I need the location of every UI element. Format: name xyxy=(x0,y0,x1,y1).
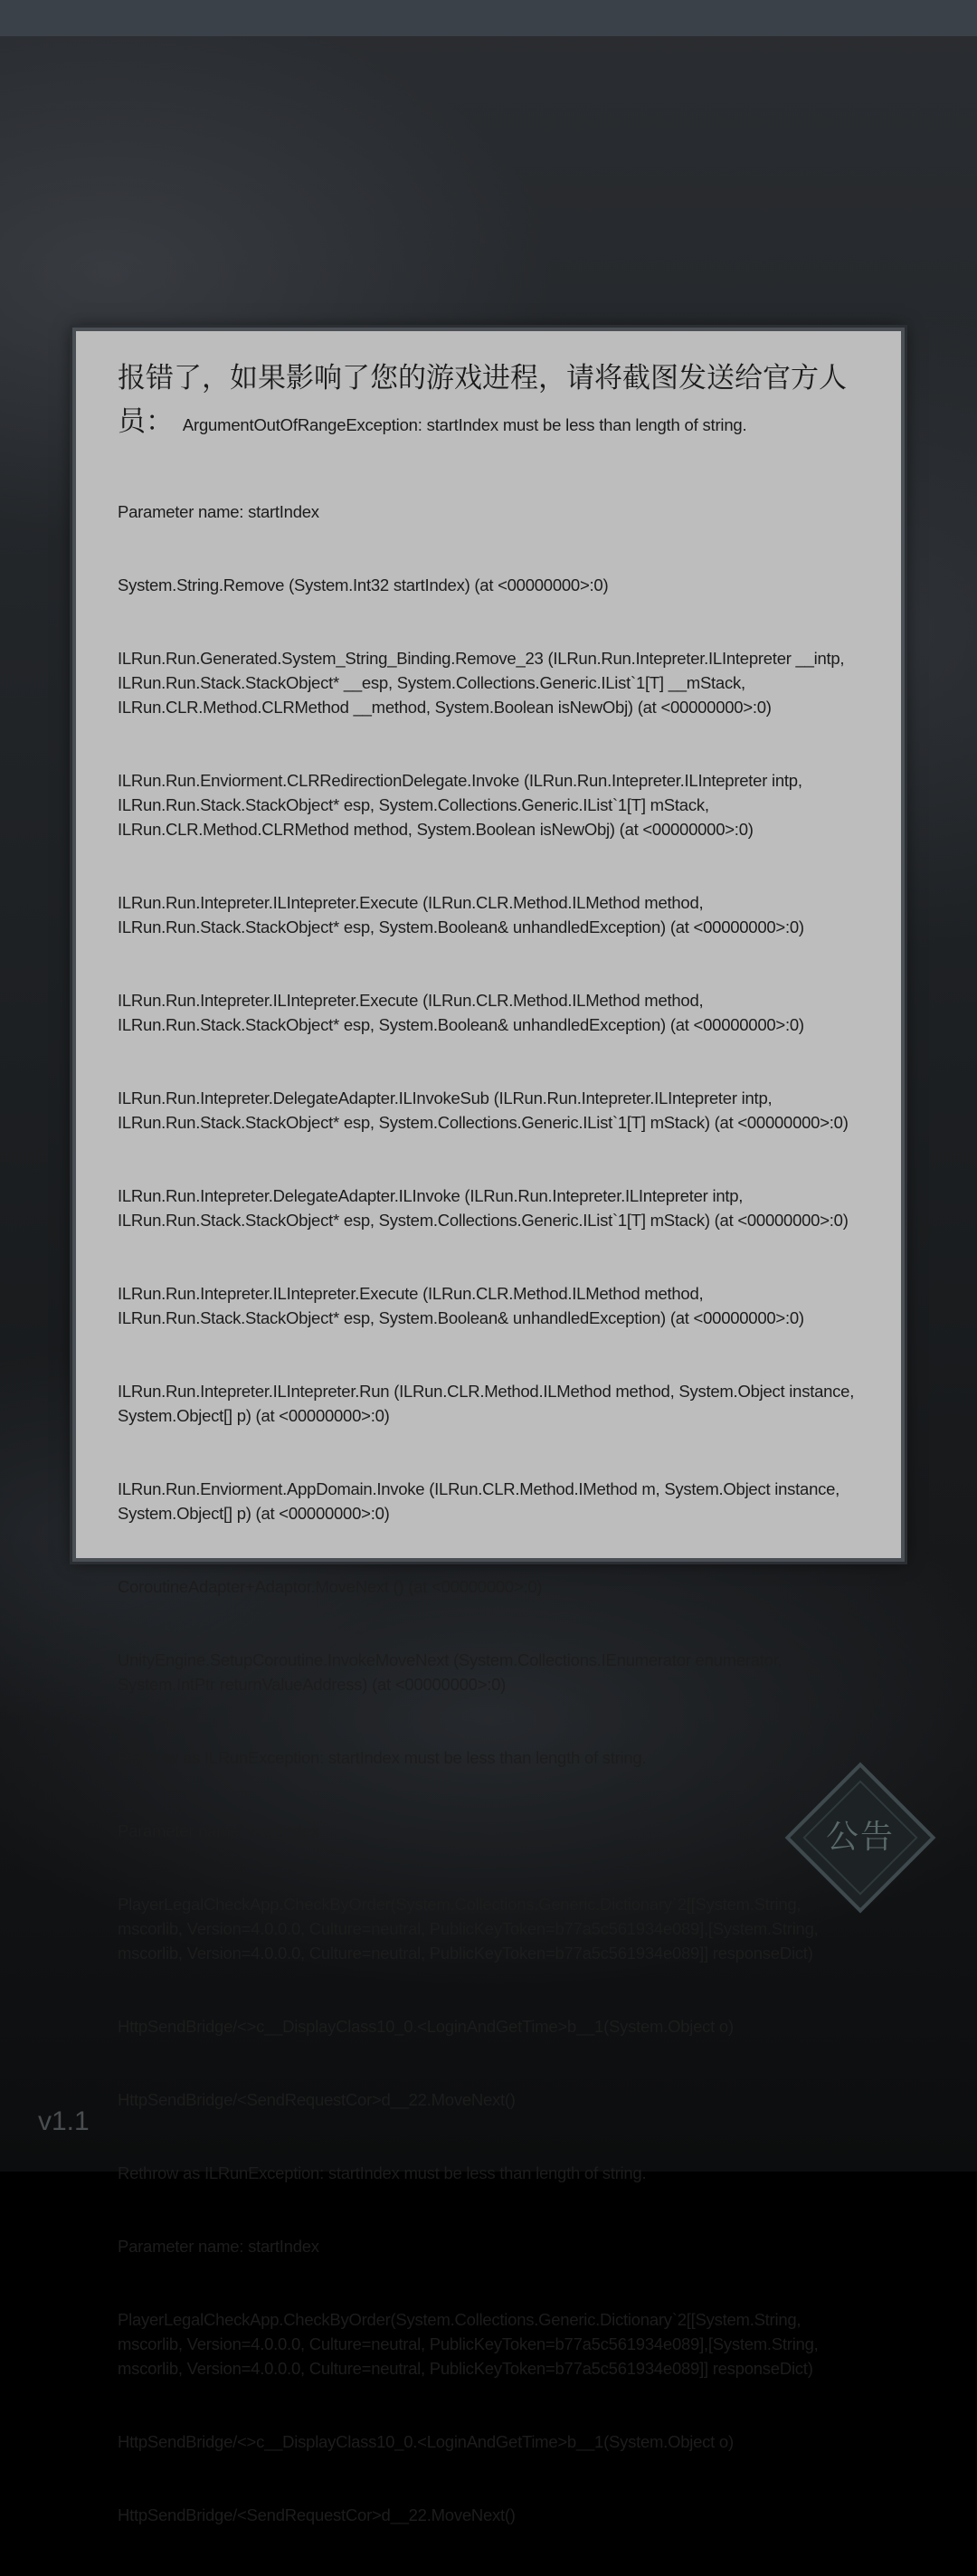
status-bar xyxy=(0,0,977,36)
error-dialog-header xyxy=(118,356,868,447)
notice-button-label: 公告 xyxy=(825,1819,895,1856)
error-dialog-title: 报错了，如果影响了您的游戏进程，请将截图发送给官方人员： xyxy=(118,362,847,438)
trace-line: System.String.Remove (System.Int32 startIndex) (at <00000000>:0) xyxy=(118,575,609,594)
trace-line: ILRun.Run.Generated.System_String_Binding.Remove_23 (ILRun.Run.Intepreter.ILIntepreter __intp, ILRun.Run.Stack.StackObject* __esp, System.Collections.Generic.IList`1[T] __mStack, ILRun.CLR.Method.CLRMethod __method, System.Boolean isNewObj) (at <00000000>:0) xyxy=(118,649,849,717)
trace-line: HttpSendBridge/<>c__DisplayClass10_0.<LoginAndGetTime>b__1(System.Object o) xyxy=(118,2432,734,2451)
trace-line: Rethrow as ILRunException: startIndex must be less than length of string. xyxy=(118,1748,647,1767)
trace-line: ILRun.Run.Intepreter.ILIntepreter.Run (ILRun.CLR.Method.ILMethod method, System.Object instance, System.Object[] p) (at <00000000>:0) xyxy=(118,1382,858,1425)
trace-line: ILRun.Run.Enviorment.CLRRedirectionDelegate.Invoke (ILRun.Run.Intepreter.ILIntepreter intp, ILRun.Run.Stack.StackObject* esp, System.Collections.Generic.IList`1[T] mStack, ILRun.CLR.Method.CLRMethod method, System.Boolean isNewObj) (at <00000000>:0) xyxy=(118,771,807,839)
trace-line: HttpSendBridge/<SendRequestCor>d__22.MoveNext() xyxy=(118,2505,516,2524)
stack-trace xyxy=(118,451,868,2576)
trace-line: ILRun.Run.Intepreter.ILIntepreter.Execute (ILRun.CLR.Method.ILMethod method, ILRun.Run.Stack.StackObject* esp, System.Boolean& unhandledException) (at <00000000>:0) xyxy=(118,991,804,1034)
trace-line: ILRun.Run.Enviorment.AppDomain.Invoke (ILRun.CLR.Method.IMethod m, System.Object instance, System.Object[] p) (at <00000000>:0) xyxy=(118,1479,844,1523)
trace-line: Parameter name: startIndex xyxy=(118,2237,319,2256)
trace-line: CoroutineAdapter+Adaptor.MoveNext () (at <00000000>:0) xyxy=(118,1577,543,1596)
trace-line: HttpSendBridge/<>c__DisplayClass10_0.<LoginAndGetTime>b__1(System.Object o) xyxy=(118,2017,734,2036)
trace-line: PlayerLegalCheckApp.CheckByOrder(System.Collections.Generic.Dictionary`2[[System.String, mscorlib, Version=4.0.0.0, Culture=neutral, PublicKeyToken=b77a5c561934e089],[System.String, mscorlib, Version=4.0.0.0, Culture=neutral, PublicKeyToken=b77a5c561934e089]] responseDict) xyxy=(118,1895,823,1963)
trace-line: Rethrow as ILRunException: startIndex must be less than length of string. xyxy=(118,2163,647,2182)
trace-line: ILRun.Run.Intepreter.DelegateAdapter.ILInvoke (ILRun.Run.Intepreter.ILIntepreter intp, ILRun.Run.Stack.StackObject* esp, System.Collections.Generic.IList`1[T] mStack) (at <00000000>:0) xyxy=(118,1186,849,1230)
trace-line: UnityEngine.SetupCoroutine.InvokeMoveNext (System.Collections.IEnumerator enumerator, System.IntPtr returnValueAddress) (at <00000000>:0) xyxy=(118,1650,787,1694)
trace-line: ILRun.Run.Intepreter.DelegateAdapter.ILInvokeSub (ILRun.Run.Intepreter.ILIntepreter intp, ILRun.Run.Stack.StackObject* esp, System.Collections.Generic.IList`1[T] mStack) (at <00000000>:0) xyxy=(118,1088,849,1132)
trace-line: Parameter name: startIndex xyxy=(118,1821,319,1840)
trace-line: ILRun.Run.Intepreter.ILIntepreter.Execute (ILRun.CLR.Method.ILMethod method, ILRun.Run.Stack.StackObject* esp, System.Boolean& unhandledException) (at <00000000>:0) xyxy=(118,1284,804,1327)
trace-line: PlayerLegalCheckApp.CheckByOrder(System.Collections.Generic.Dictionary`2[[System.String, mscorlib, Version=4.0.0.0, Culture=neutral, PublicKeyToken=b77a5c561934e089],[System.String, mscorlib, Version=4.0.0.0, Culture=neutral, PublicKeyToken=b77a5c561934e089]] responseDict) xyxy=(118,2310,823,2378)
exception-message: ArgumentOutOfRangeException: startIndex must be less than length of string. xyxy=(182,415,747,434)
trace-line: HttpSendBridge/<SendRequestCor>d__22.MoveNext() xyxy=(118,2090,516,2109)
trace-line: Parameter name: startIndex xyxy=(118,502,319,521)
trace-line: ILRun.Run.Intepreter.ILIntepreter.Execute (ILRun.CLR.Method.ILMethod method, ILRun.Run.Stack.StackObject* esp, System.Boolean& unhandledException) (at <00000000>:0) xyxy=(118,893,804,936)
notice-button[interactable] xyxy=(785,1763,935,1913)
version-label: v1.1 xyxy=(38,2106,90,2136)
